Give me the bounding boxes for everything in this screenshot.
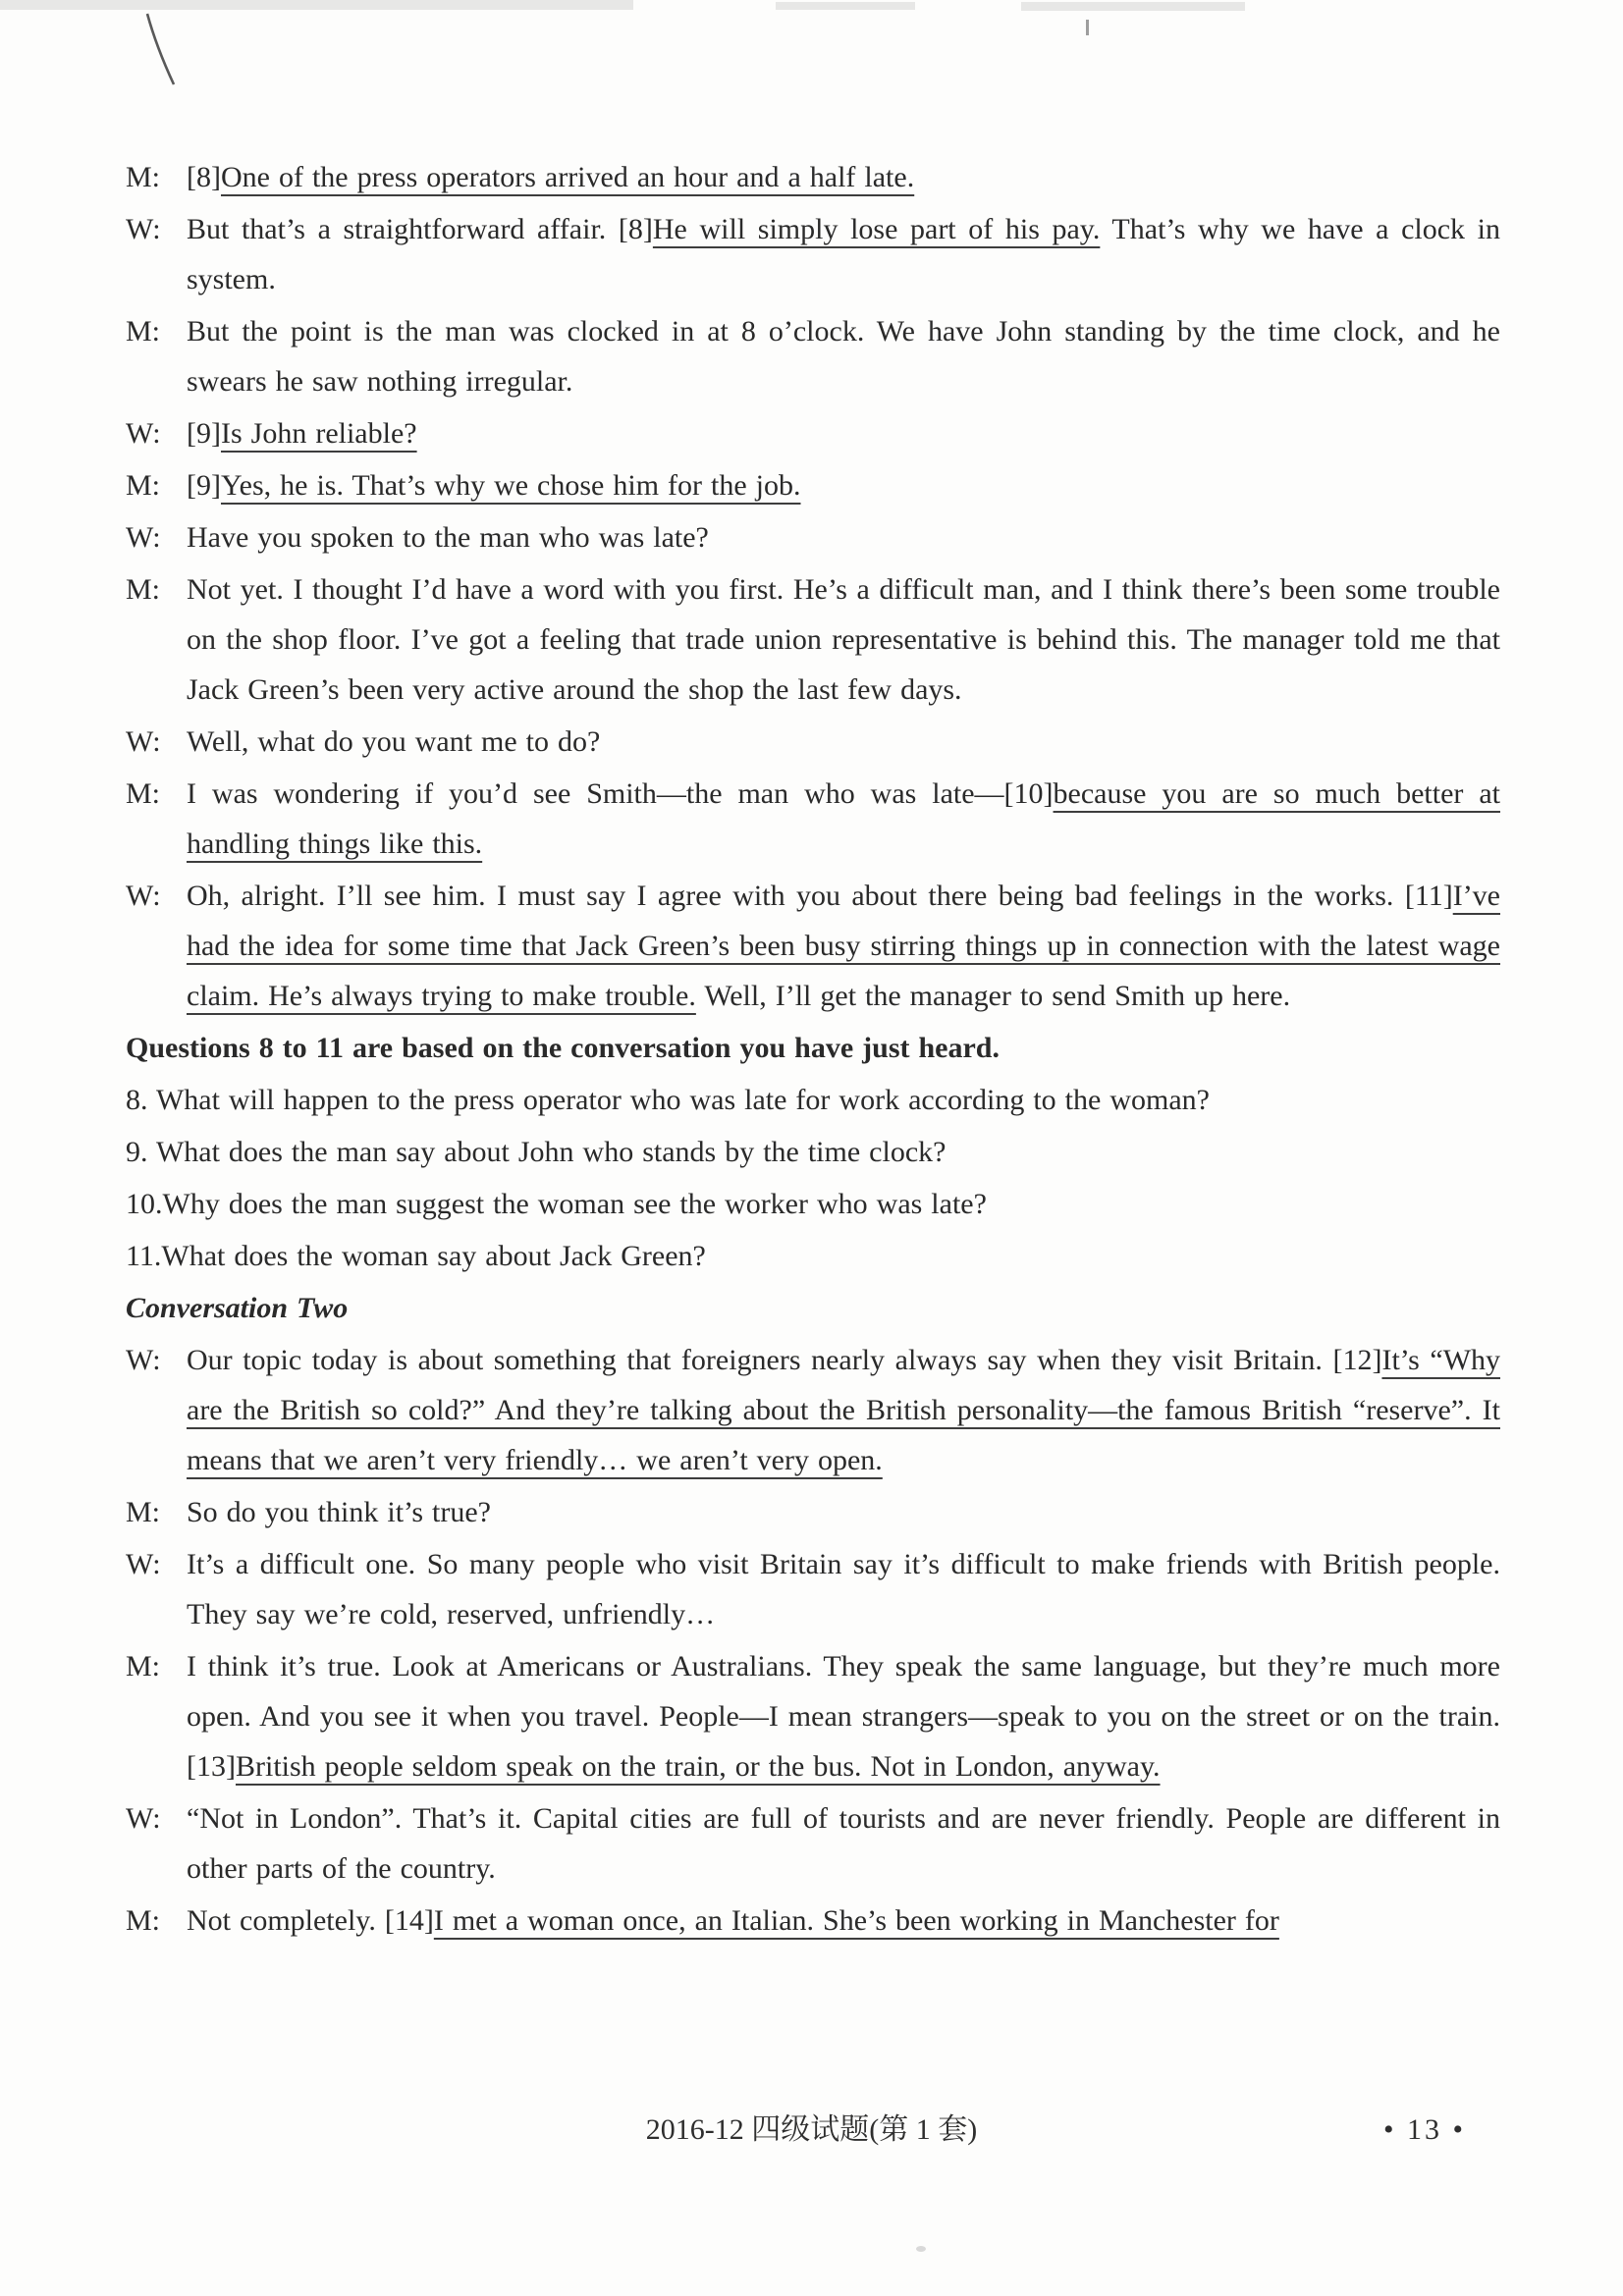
dialogue-text: Well, what do you want me to do? bbox=[187, 725, 601, 758]
questions-header: Questions 8 to 11 are based on the conversation you have just heard. bbox=[126, 1032, 1000, 1064]
conversation-two-heading: Conversation Two bbox=[126, 1292, 349, 1324]
dialogue-text: “Not in London”. That’s it. Capital cities are full of tourists and are never friendly. People are different in other parts of the country. bbox=[187, 1802, 1500, 1885]
underlined-text: because you are so much better at handling things like this. bbox=[187, 777, 1500, 860]
speaker-label: M: bbox=[126, 469, 161, 502]
pen-stroke-mark bbox=[0, 0, 255, 118]
speaker-label: M: bbox=[126, 161, 161, 193]
page-content bbox=[126, 152, 1500, 1948]
dialogue-line bbox=[126, 769, 1500, 869]
dialogue-text: But that’s a straightforward affair. [8] bbox=[187, 213, 653, 245]
page-footer bbox=[0, 2109, 1623, 2167]
speaker-label: W: bbox=[126, 417, 161, 450]
speaker-label: W: bbox=[126, 1802, 161, 1835]
underlined-text: Is John reliable? bbox=[220, 417, 417, 450]
dialogue-text: So do you think it’s true? bbox=[187, 1496, 491, 1528]
underlined-text: Yes, he is. That’s why we chose him for the job. bbox=[220, 469, 801, 502]
dialogue-text: That’s why we have a clock in system. bbox=[187, 213, 1500, 295]
dialogue-text: [9] bbox=[187, 417, 221, 450]
underlined-text: One of the press operators arrived an hour and a half late. bbox=[220, 161, 915, 193]
dialogue-line bbox=[126, 152, 1500, 202]
dialogue-text: Not yet. I thought I’d have a word with you first. He’s a difficult man, and I think there’s been some trouble on the shop floor. I’ve got a feeling that trade union representative is behind this. The manager told me that Jack Green’s been very active around the shop the last few days. bbox=[187, 573, 1500, 706]
dialogue-text: I was wondering if you’d see Smith—the man who was late—[10] bbox=[187, 777, 1054, 810]
dialogue-line bbox=[126, 1487, 1500, 1537]
conversation-two-dialogue bbox=[126, 1335, 1500, 1946]
dialogue-line bbox=[126, 1641, 1500, 1791]
speaker-label: M: bbox=[126, 777, 161, 810]
dialogue-text: I think it’s true. Look at Americans or Australians. They speak the same language, but they’re much more open. And you see it when you travel. People—I mean strangers—speak to you on the street or on the train. [13] bbox=[187, 1650, 1500, 1783]
speaker-label: M: bbox=[126, 1650, 161, 1682]
dialogue-line bbox=[126, 1335, 1500, 1485]
speaker-label: W: bbox=[126, 1344, 161, 1376]
underlined-text: I’ve had the idea for some time that Jack Green’s been busy stirring things up in connection with the latest wage claim. He’s always trying to make trouble. bbox=[187, 880, 1500, 1012]
dialogue-text: Well, I’ll get the manager to send Smith up here. bbox=[695, 980, 1291, 1012]
scan-smudge-top-right bbox=[1021, 2, 1245, 11]
question-item: 11.What does the woman say about Jack Green? bbox=[126, 1240, 706, 1272]
dialogue-line bbox=[126, 204, 1500, 304]
dialogue-line bbox=[126, 1793, 1500, 1894]
dialogue-text: [8] bbox=[187, 161, 221, 193]
speaker-label: W: bbox=[126, 880, 161, 912]
dialogue-line bbox=[126, 408, 1500, 458]
underlined-text: It’s “Why are the British so cold?” And they’re talking about the British personality—the famous British “reserve”. It means that we aren’t very friendly… we aren’t very open. bbox=[187, 1344, 1501, 1476]
dialogue-text: But the point is the man was clocked in at 8 o’clock. We have John standing by the time clock, and he swears he saw nothing irregular. bbox=[187, 315, 1500, 398]
question-item: 8. What will happen to the press operator who was late for work according to the woman? bbox=[126, 1084, 1210, 1116]
question-item: 10.Why does the man suggest the woman see the worker who was late? bbox=[126, 1188, 987, 1220]
speaker-label: M: bbox=[126, 573, 161, 606]
questions-list bbox=[126, 1075, 1500, 1281]
page-number: • 13 • bbox=[1382, 2113, 1466, 2146]
dialogue-line bbox=[126, 460, 1500, 510]
speaker-label: W: bbox=[126, 213, 161, 245]
dialogue-line bbox=[126, 306, 1500, 406]
scan-tick-mark bbox=[1086, 20, 1089, 35]
dialogue-text: Have you spoken to the man who was late? bbox=[187, 521, 709, 554]
footer-title: 2016-12 四级试题(第 1 套) bbox=[645, 2113, 978, 2146]
dialogue-text: It’s a difficult one. So many people who visit Britain say it’s difficult to make friends with British people. They say we’re cold, reserved, unfriendly… bbox=[187, 1548, 1500, 1630]
speaker-label: M: bbox=[126, 315, 161, 347]
conversation-one-dialogue bbox=[126, 152, 1500, 1021]
speaker-label: W: bbox=[126, 725, 161, 758]
dialogue-line bbox=[126, 871, 1500, 1021]
speaker-label: W: bbox=[126, 521, 161, 554]
dialogue-line bbox=[126, 1896, 1500, 1946]
speaker-label: M: bbox=[126, 1496, 161, 1528]
scan-smudge-top-middle bbox=[776, 2, 915, 10]
dialogue-line bbox=[126, 717, 1500, 767]
dialogue-line bbox=[126, 564, 1500, 715]
dialogue-text: Oh, alright. I’ll see him. I must say I agree with you about there being bad feelings in the works. [11] bbox=[187, 880, 1453, 912]
underlined-text: He will simply lose part of his pay. bbox=[652, 213, 1101, 245]
scan-dot-bottom bbox=[916, 2246, 926, 2252]
speaker-label: M: bbox=[126, 1904, 161, 1937]
dialogue-line bbox=[126, 1539, 1500, 1639]
speaker-label: W: bbox=[126, 1548, 161, 1580]
dialogue-text: [9] bbox=[187, 469, 221, 502]
underlined-text: British people seldom speak on the train, or the bus. Not in London, anyway. bbox=[235, 1750, 1161, 1783]
underlined-text: I met a woman once, an Italian. She’s been working in Manchester for bbox=[433, 1904, 1279, 1937]
question-item: 9. What does the man say about John who stands by the time clock? bbox=[126, 1136, 947, 1168]
dialogue-text: Not completely. [14] bbox=[187, 1904, 434, 1937]
dialogue-text: Our topic today is about something that foreigners nearly always say when they visit Britain. [12] bbox=[187, 1344, 1382, 1376]
dialogue-line bbox=[126, 512, 1500, 562]
